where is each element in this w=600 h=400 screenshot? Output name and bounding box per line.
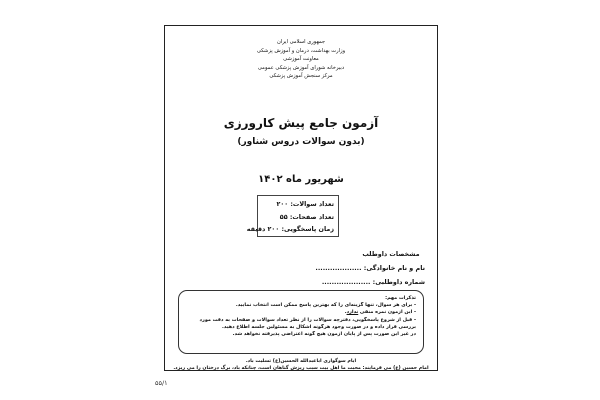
- note-item-1: - برای هر سوال، تنها گزینه‌ای را که بهترین پاسخ ممکن است انتخاب نمایید.: [235, 302, 416, 309]
- note-item-2-post: .: [344, 309, 347, 316]
- footer-line-1: ایام سوگواری اباعبدالله الحسین(ع) تسلیت باد.: [245, 359, 357, 364]
- page-count: تعداد صفحات: ۵۵: [279, 212, 334, 221]
- candidate-name-field: نام و نام خانوادگی: ...................: [315, 264, 425, 272]
- exam-subtitle: (بدون سوالات دروس شناور): [237, 137, 365, 147]
- note-item-2: [186, 309, 416, 316]
- note-item-3b: بررسی قرار داده و در صورت وجود هرگونه اشکال به مسئولین جلسه اطلاع دهید.: [222, 323, 416, 330]
- note-item-3c: در غیر این صورت پس از پایان آزمون هیچ گونه اعتراضی پذیرفته نخواهد شد.: [232, 331, 416, 338]
- exam-title: آزمون جامع پیش کارورزی: [223, 116, 379, 130]
- note-item-3a: - قبل از شروع پاسخگویی، دفترچه سوالات را از نظر تعداد سوالات و صفحات به دقت مورد: [199, 316, 416, 323]
- candidate-details: [315, 247, 425, 289]
- important-notes-box: [178, 290, 424, 354]
- exam-date: شهریور ماه ۱۴۰۲: [258, 174, 344, 185]
- exam-cover-page: [164, 25, 438, 371]
- issuing-authority-header: [165, 38, 437, 81]
- note-item-2-pre: - این آزمون نمره منفی: [358, 309, 416, 316]
- footer-message: [165, 359, 437, 372]
- header-line-republic: جمهوری اسلامی ایران: [276, 39, 326, 45]
- notes-heading: تذکرات مهم:: [385, 295, 416, 301]
- candidate-heading: مشخصات داوطلب: [362, 250, 420, 258]
- exam-info-box: [246, 195, 339, 237]
- footer-line-2: امام حسین (ع) می فرمایند: محبت ما اهل بیت سبب ریزش گناهان است، چنانکه باد، برگ درختان را می ریزد.: [173, 365, 429, 371]
- question-count: تعداد سوالات: ۲۰۰: [276, 200, 334, 208]
- header-line-secretariat: دبیرخانه شورای آموزش پزشکی عمومی: [257, 64, 345, 71]
- header-line-deputy: معاونت آموزشی: [283, 56, 319, 63]
- page-number: ۵۵/۱: [155, 379, 168, 387]
- note-item-2-underlined: ندارد: [346, 309, 359, 316]
- header-line-center: مرکز سنجش آموزش پزشکی: [269, 73, 333, 80]
- candidate-number-field: شماره داوطلبی: ....................: [321, 278, 425, 286]
- header-line-ministry: وزارت بهداشت، درمان و آموزش پزشکی: [256, 47, 346, 54]
- answer-time: زمان پاسخگویی: ۲۰۰ دقیقه: [246, 225, 334, 233]
